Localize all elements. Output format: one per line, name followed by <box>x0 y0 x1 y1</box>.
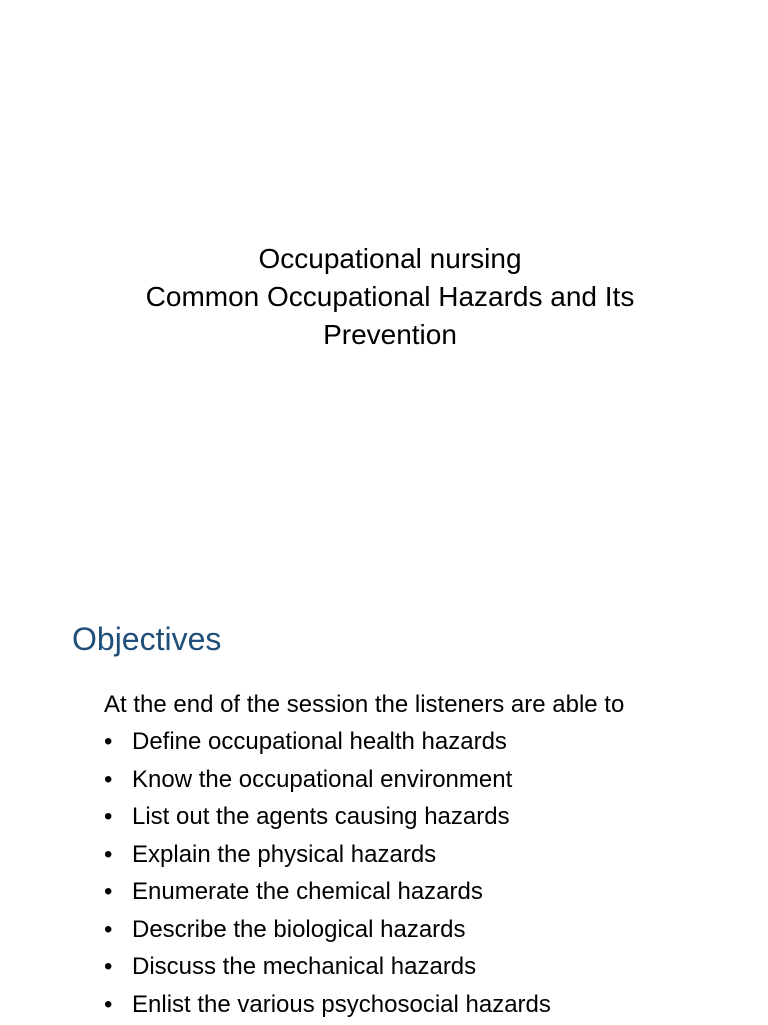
title-line-1: Occupational nursing <box>0 240 768 278</box>
list-item-text: Enlist the various psychosocial hazards <box>132 988 551 1025</box>
bullet-icon: • <box>104 763 132 801</box>
list-item-text: Explain the physical hazards <box>132 838 436 876</box>
objectives-heading: Objectives <box>72 619 221 659</box>
list-item <box>104 725 551 763</box>
list-item <box>104 988 551 1025</box>
list-item <box>104 838 551 876</box>
list-item <box>104 763 551 801</box>
list-item <box>104 800 551 838</box>
list-item-text: Define occupational health hazards <box>132 725 507 763</box>
bullet-icon: • <box>104 838 132 876</box>
list-item <box>104 913 551 951</box>
bullet-icon: • <box>104 875 132 913</box>
title-line-2: Common Occupational Hazards and Its <box>0 278 768 316</box>
bullet-icon: • <box>104 913 132 951</box>
bullet-icon: • <box>104 988 132 1025</box>
list-item <box>104 950 551 988</box>
list-item-text: Enumerate the chemical hazards <box>132 875 483 913</box>
slide-title <box>0 240 768 354</box>
bullet-icon: • <box>104 800 132 838</box>
objectives-intro: At the end of the session the listeners are able to <box>104 688 624 722</box>
title-line-3: Prevention <box>0 316 768 354</box>
list-item-text: Discuss the mechanical hazards <box>132 950 476 988</box>
list-item-text: Describe the biological hazards <box>132 913 466 951</box>
bullet-icon: • <box>104 725 132 763</box>
bullet-icon: • <box>104 950 132 988</box>
list-item <box>104 875 551 913</box>
list-item-text: List out the agents causing hazards <box>132 800 510 838</box>
objectives-list <box>104 725 551 1025</box>
list-item-text: Know the occupational environment <box>132 763 512 801</box>
